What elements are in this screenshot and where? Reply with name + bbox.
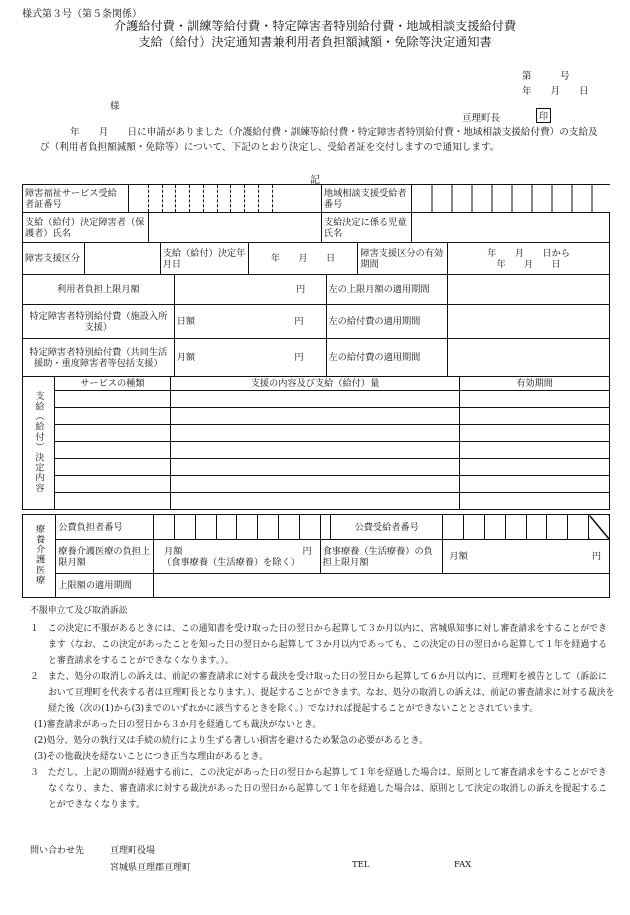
addressee-suffix: 様	[110, 101, 120, 112]
cert-number-cell[interactable]	[259, 185, 273, 213]
class-period-from: 年 月 日から	[487, 247, 570, 259]
seal-mark: 印	[536, 108, 551, 123]
disability-class-field[interactable]	[84, 243, 160, 275]
contact-fax: FAX	[454, 860, 472, 870]
facility-period-value[interactable]	[448, 305, 610, 339]
service-amount-cell[interactable]	[170, 408, 459, 425]
payer-digit-cell[interactable]	[299, 515, 320, 540]
document-number: 第 号	[522, 71, 570, 82]
note-2: ２ また、処分の取消しの訴えは、前記の審査請求に対する裁決を受け取った日の翌日から起算して６か月以内に、亘理町を被告として（訴訟において亘理町を代表する者は亘理町長となります。）、提起することができます。なお、処分の取消しの訴えは、前記の審査請求に対する裁決を経た後（次の(1)から(3)までのいずれかに該当するときを除く。）でなければ提起することができないこととされています。	[30, 672, 615, 714]
payer-digit-cell[interactable]	[174, 515, 195, 540]
service-type-header: サービスの種類	[54, 377, 170, 391]
service-period-cell[interactable]	[460, 408, 610, 425]
service-period-header: 有効期間	[460, 377, 610, 391]
decision-table	[22, 184, 610, 243]
service-type-cell[interactable]	[54, 425, 170, 442]
document-title-line1: 介護給付費・訓練等給付費・特定障害者特別給付費・地域相談支援給付費	[113, 19, 517, 33]
note-3: ３ ただし、上記の期間が経過する前に、この決定があった日の翌日から起算して１年を経過した場合は、原則として審査請求をすることができなくなり、また、審査請求に対する裁決があった日の翌日から起算して１年を経過した場合は、原則として決定の取消しの訴えを提起することができなくなります。	[30, 768, 608, 810]
service-type-cell[interactable]	[54, 476, 170, 493]
group-benefit-value[interactable]: 月額 円	[174, 339, 326, 377]
medical-limit-value[interactable]: 月額 円 （食事療養（生活療養）を除く）	[154, 540, 321, 574]
decision-date-label: 支給（給付）決定年月日	[160, 243, 248, 275]
cert-number-cell[interactable]	[190, 185, 204, 213]
payer-digit-cell[interactable]	[216, 515, 237, 540]
service-type-cell[interactable]	[54, 459, 170, 476]
community-number-cells[interactable]	[412, 185, 610, 213]
recipient-name-label: 支給（給付）決定障害者（保護者）氏名	[23, 213, 149, 243]
facility-benefit-label: 特定障害者特別給付費（施設入所支援）	[23, 305, 175, 339]
service-section-label: 支給（給付）決定内容	[23, 377, 55, 510]
group-period-label: 左の給付費の適用期間	[326, 339, 448, 377]
note-2-sub2: (2)処分、処分の執行又は手続の続行により生ずる著しい損害を避けるため緊急の必要があるとき。	[34, 736, 428, 746]
class-period-label: 障害支援区分の有効期間	[358, 243, 448, 275]
limit-apply-period-label: 上限額の適用期間	[56, 574, 154, 598]
service-period-cell[interactable]	[460, 391, 610, 408]
note-1: １ この決定に不服があるときには、この通知書を受け取った日の翌日から起算して３か月以内に、宮城県知事に対し審査請求をすることができます（なお、この決定があったことを知った日の翌日から起算して３か月以内であっても、この決定の日の翌日から起算して１年を経過すると審査請求をすることができなくなります。）。	[30, 624, 607, 666]
meal-limit-label: 食事療養（生活療養）の負担上限月額	[320, 540, 443, 574]
limits-table	[22, 274, 610, 377]
medical-section-label: 療養介護医療	[23, 515, 56, 598]
cert-number-cell[interactable]	[176, 185, 190, 213]
payer-digit-cell[interactable]	[237, 515, 258, 540]
recipient-digit-cell-struck	[589, 515, 610, 540]
recipient-digit-cell[interactable]	[485, 515, 506, 540]
limit-period-value[interactable]	[448, 275, 610, 305]
appeal-notes	[30, 603, 615, 813]
public-payer-label: 公費負担者番号	[56, 515, 154, 540]
contact-office: 亘理町役場	[110, 846, 156, 856]
facility-period-label: 左の給付費の適用期間	[326, 305, 448, 339]
limit-monthly-label: 利用者負担上限月額	[23, 275, 175, 305]
ki-heading: 記	[310, 175, 320, 186]
service-period-cell[interactable]	[460, 476, 610, 493]
cert-number-cell[interactable]	[129, 185, 149, 213]
class-period-value[interactable]	[448, 243, 610, 275]
service-period-cell[interactable]	[460, 493, 610, 510]
service-amount-cell[interactable]	[170, 459, 459, 476]
payer-digit-cell[interactable]	[154, 515, 175, 540]
service-type-cell[interactable]	[54, 442, 170, 459]
contact-label: 問い合わせ先	[30, 846, 85, 856]
recipient-digit-cell[interactable]	[526, 515, 547, 540]
contact-address: 宮城県亘理郡亘理町	[110, 863, 192, 873]
medical-limit-label: 療養介護医療の負担上限月額	[56, 540, 154, 574]
form-number: 様式第３号（第５条関係）	[22, 9, 142, 20]
cert-number-cell[interactable]	[217, 185, 231, 213]
document-title-line2: 支給（給付）決定通知書兼利用者負担額減額・免除等決定通知書	[138, 35, 492, 49]
facility-benefit-value[interactable]: 日額 円	[174, 305, 326, 339]
payer-digit-cell[interactable]	[258, 515, 279, 540]
service-amount-cell[interactable]	[170, 391, 459, 408]
class-period-to: 年 月 日	[496, 258, 561, 270]
limit-period-label: 左の上限月額の適用期間	[326, 275, 448, 305]
service-amount-cell[interactable]	[170, 425, 459, 442]
community-number-label: 地域相談支援受給者番号	[321, 185, 411, 213]
service-decision-table	[22, 376, 610, 510]
service-amount-cell[interactable]	[170, 493, 459, 510]
intro-text: 年 月 日に申請がありました（介護給付費・訓練等給付費・特定障害者特別給付費・地域相談支援給付費）の支給及び（利用者負担額減額・免除等）について、下記のとおり決定し、受給者証を交付しますので通知します。	[40, 127, 598, 153]
cert-number-label: 障害福祉サービス受給者証番号	[23, 185, 129, 213]
service-period-cell[interactable]	[460, 425, 610, 442]
service-type-cell[interactable]	[54, 391, 170, 408]
cert-number-cell[interactable]	[203, 185, 217, 213]
cert-number-cell[interactable]	[231, 185, 245, 213]
child-name-field[interactable]	[412, 213, 610, 243]
payer-digit-cell[interactable]	[279, 515, 300, 540]
cert-number-cell[interactable]	[148, 185, 162, 213]
issuer-title: 亘理町長	[462, 113, 501, 124]
recipient-digit-cell[interactable]	[505, 515, 526, 540]
medical-table	[22, 514, 610, 598]
note-2-sub1: (1)審査請求があった日の翌日から３か月を経過しても裁決がないとき。	[34, 720, 322, 730]
decision-date-value[interactable]: 年 月 日	[248, 243, 358, 275]
service-amount-header: 支援の内容及び支給（給付）量	[170, 377, 459, 391]
meal-limit-value[interactable]: 月額 円	[443, 540, 610, 574]
cert-number-cell[interactable]	[162, 185, 176, 213]
service-period-cell[interactable]	[460, 459, 610, 476]
decision-table-row3	[22, 242, 610, 275]
notes-heading: 不服申立て及び取消訴訟	[30, 606, 128, 616]
cert-number-cell[interactable]	[272, 185, 321, 213]
recipient-digit-cell[interactable]	[568, 515, 589, 540]
recipient-digit-cell[interactable]	[443, 515, 464, 540]
note-2-sub3: (3)その他裁決を経ないことにつき正当な理由があるとき。	[34, 752, 268, 762]
service-amount-cell[interactable]	[170, 442, 459, 459]
contact-tel: TEL	[352, 860, 370, 870]
group-period-value[interactable]	[448, 339, 610, 377]
disability-class-label: 障害支援区分	[23, 243, 85, 275]
service-period-cell[interactable]	[460, 442, 610, 459]
limit-monthly-value[interactable]: 円	[174, 275, 326, 305]
recipient-digit-cell[interactable]	[547, 515, 568, 540]
service-type-cell[interactable]	[54, 408, 170, 425]
public-recipient-label: 公費受給者番号	[331, 515, 443, 540]
recipient-digit-cell[interactable]	[464, 515, 485, 540]
limit-apply-period-value[interactable]	[154, 574, 610, 598]
group-benefit-label: 特定障害者特別給付費（共同生活援助・重度障害者等包括支援）	[23, 339, 175, 377]
service-amount-cell[interactable]	[170, 476, 459, 493]
child-name-label: 支給決定に係る児童氏名	[321, 213, 411, 243]
payer-digit-cell[interactable]	[195, 515, 216, 540]
service-type-cell[interactable]	[54, 493, 170, 510]
document-date: 年 月 日	[522, 86, 589, 97]
medical-limit-note: （食事療養（生活療養）を除く）	[162, 556, 300, 568]
recipient-name-field[interactable]	[148, 213, 321, 243]
cert-number-cell[interactable]	[245, 185, 259, 213]
